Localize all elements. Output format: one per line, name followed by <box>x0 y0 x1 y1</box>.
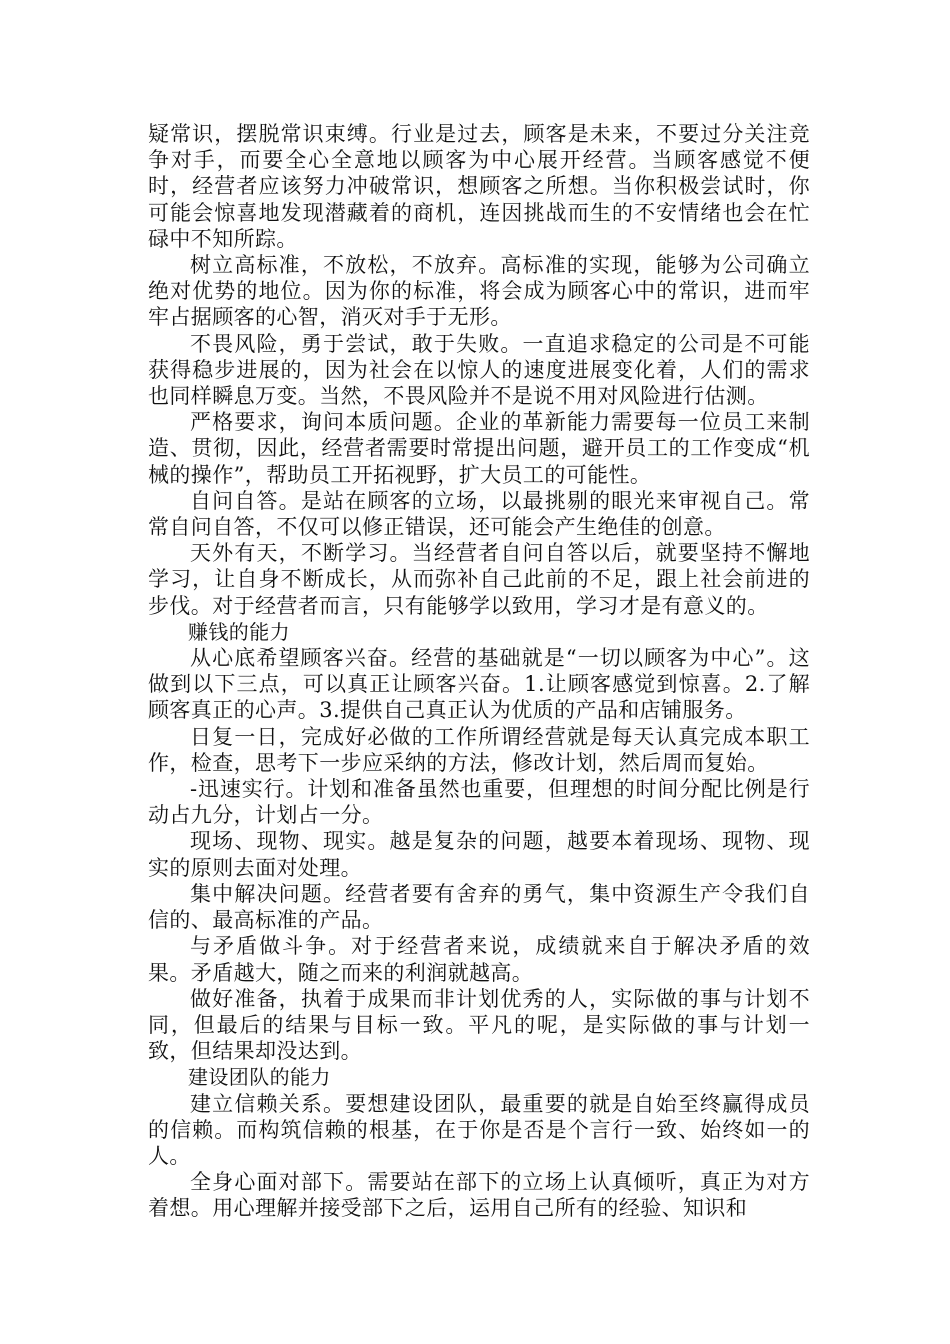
paragraph-risk: 不畏风险，勇于尝试，敢于失败。一直追求稳定的公司是不可能获得稳步进展的，因为社会在以惊人的速度进展变化着，人们的需求也同样瞬息万变。当然，不畏风险并不是说不用对风险进行估测。 <box>148 331 810 409</box>
paragraph-customer-excitement: 从心底希望顾客兴奋。经营的基础就是“一切以顾客为中心”。这做到以下三点，可以真正让顾客兴奋。1.让顾客感觉到惊喜。2.了解顾客真正的心声。3.提供自己真正认为优质的产品和店铺服务。 <box>148 646 810 723</box>
paragraph-high-standards: 树立高标准，不放松，不放弃。高标准的实现，能够为公司确立绝对优势的地位。因为你的标准，将会成为顾客心中的常识，进而牢牢占据顾客的心智，消灭对手于无形。 <box>148 253 810 330</box>
section-heading-team: 建设团队的能力 <box>188 1065 331 1090</box>
paragraph-three-realities: 现场、现物、现实。越是复杂的问题，越要本着现场、现物、现实的原则去面对处理。 <box>148 829 810 880</box>
paragraph-preparation: 做好准备，执着于成果而非计划优秀的人，实际做的事与计划不同，但最后的结果与目标一致。平凡的呢，是实际做的事与计划一致，但结果却没达到。 <box>148 986 810 1064</box>
paragraph-daily-work: 日复一日，完成好必做的工作所谓经营就是每天认真完成本职工作，检查，思考下一步应采纳的方法，修改计划，然后周而复始。 <box>148 724 810 775</box>
paragraph-self-question: 自问自答。是站在顾客的立场，以最挑剔的眼光来审视自己。常常自问自答，不仅可以修正错误，还可能会产生绝佳的创意。 <box>148 488 810 540</box>
paragraph-trust: 建立信赖关系。要想建设团队，最重要的就是自始至终赢得成员的信赖。而构筑信赖的根基，在于你是否是个言行一致、始终如一的人。 <box>148 1091 810 1168</box>
paragraph-continuation: 疑常识，摆脱常识束缚。行业是过去，顾客是未来，不要过分关注竞争对手，而要全心全意地以顾客为中心展开经营。当顾客感觉不便时，经营者应该努力冲破常识，想顾客之所想。当你积极尝试时，你可能会惊喜地发现潜藏着的商机，连因挑战而生的不安情绪也会在忙碌中不知所踪。 <box>148 122 810 251</box>
section-heading-earning: 赚钱的能力 <box>188 619 290 644</box>
paragraph-strict-requirements: 严格要求，询问本质问题。企业的革新能力需要每一位员工来制造、贯彻，因此，经营者需要时常提出问题，避开员工的工作变成“机械的操作”，帮助员工开拓视野，扩大员工的可能性。 <box>148 410 810 487</box>
paragraph-quick-action: -迅速实行。计划和准备虽然也重要，但理想的时间分配比例是行动占九分，计划占一分。 <box>148 777 810 828</box>
paragraph-contradiction: 与矛盾做斗争。对于经营者来说，成绩就来自于解决矛盾的效果。矛盾越大，随之而来的利润就越高。 <box>148 934 810 985</box>
document-body <box>148 121 810 1222</box>
paragraph-subordinates: 全身心面对部下。需要站在部下的立场上认真倾听，真正为对方着想。用心理解并接受部下之后，运用自己所有的经验、知识和 <box>148 1170 810 1221</box>
paragraph-focus: 集中解决问题。经营者要有舍弃的勇气，集中资源生产令我们自信的、最高标准的产品。 <box>148 881 810 933</box>
paragraph-keep-learning: 天外有天，不断学习。当经营者自问自答以后，就要坚持不懈地学习，让自身不断成长，从而弥补自己此前的不足，跟上社会前进的步伐。对于经营者而言，只有能够学以致用，学习才是有意义的。 <box>148 541 810 618</box>
